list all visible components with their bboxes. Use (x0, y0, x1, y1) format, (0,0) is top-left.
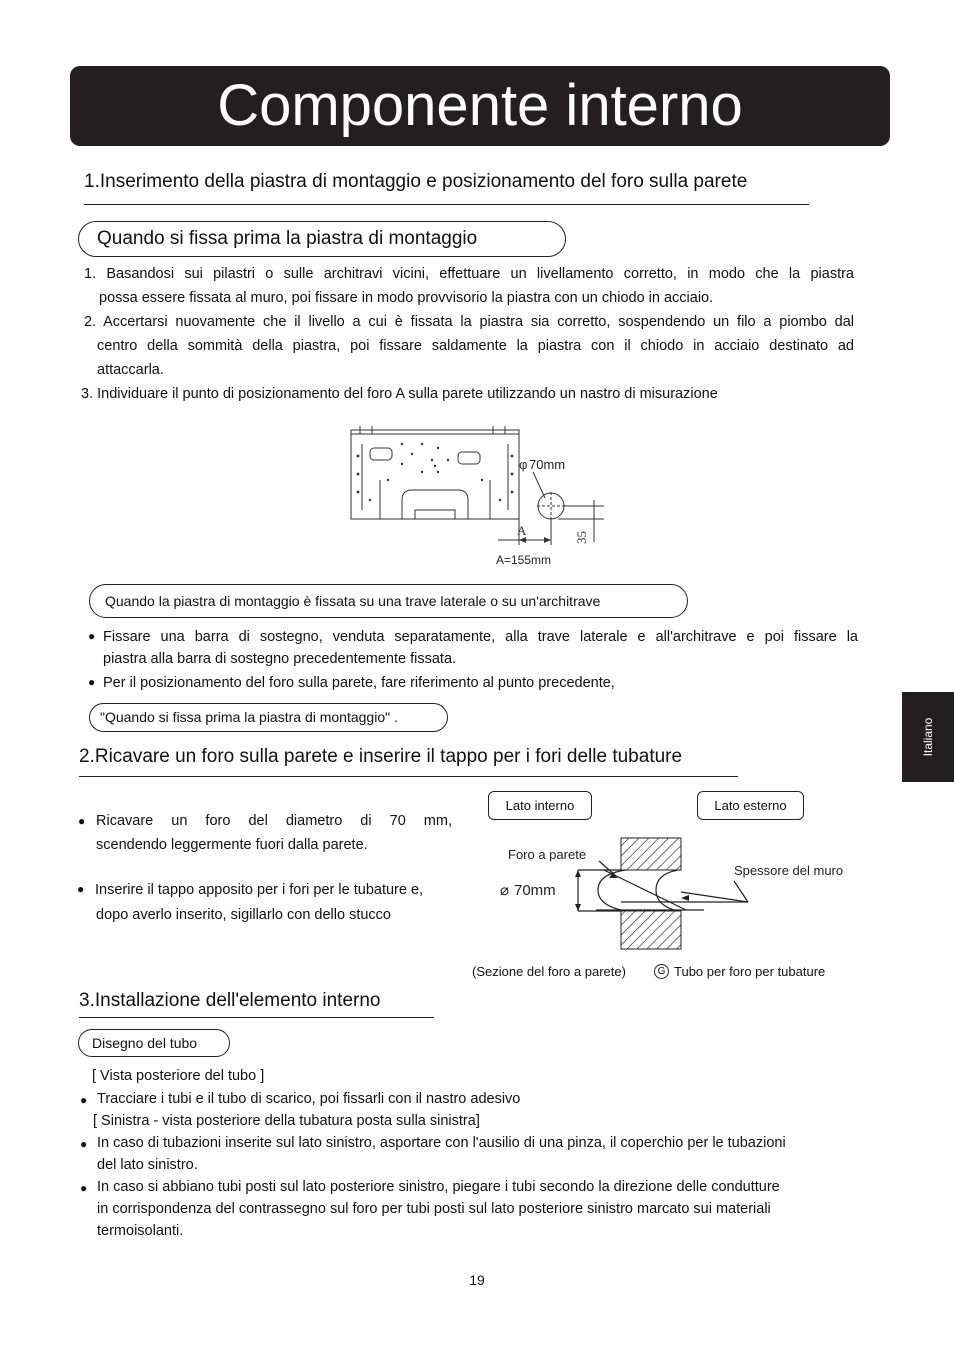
s3-bullet2-line1: In caso di tubazioni inserite sul lato sinistro, asportare con l'ausilio di una pinza, il coperchio per le tubazioni (97, 1135, 786, 1151)
s2-bullet2-line2: dopo averlo inserito, sigillarlo con dello stucco (96, 907, 391, 923)
wall-section-caption: (Sezione del foro a parete) (472, 964, 626, 979)
s3-bullet3-line2: in corrispondenza del contrassegno sul foro per tubi posti sul lato posteriore sinistro marcato sui materiali (97, 1201, 771, 1217)
s3-bullet1: Tracciare i tubi e il tubo di scarico, poi fissarli con il nastro adesivo (97, 1091, 521, 1107)
pipe-hole-caption: Tubo per foro per tubature (674, 964, 826, 979)
section2-rule (79, 776, 738, 777)
language-tab (902, 692, 954, 782)
bullet-dot: ● (88, 629, 96, 643)
s1-item2-line3: attaccarla. (97, 362, 164, 378)
s3-subtitle1: [ Vista posteriore del tubo ] (92, 1068, 265, 1084)
plate-a-label: A (517, 523, 527, 538)
wall-hole-diagram (496, 832, 844, 956)
plate-35-label: 35 (574, 531, 589, 544)
label-outside: Lato esterno (697, 791, 804, 820)
s3-bullet3-line3: termoisolanti. (97, 1223, 184, 1239)
s1-item3: 3. Individuare il punto di posizionamento del foro A sulla parete utilizzando un nastro di misurazione (81, 386, 718, 402)
s1-bullet1-line2: piastra alla barra di sostegno precedentemente fissata. (103, 651, 457, 667)
plate-a-value: A=155mm (496, 553, 552, 567)
bullet-dot: ● (80, 1137, 88, 1151)
pill-lateral-beam: Quando la piastra di montaggio è fissata su una trave laterale o su un'architrave (89, 584, 688, 618)
pill-mounting-first: Quando si fissa prima la piastra di montaggio (78, 221, 566, 257)
page-title: Componente interno (70, 66, 890, 146)
wall-thickness-label: Spessore del muro (734, 863, 844, 878)
pill-reference: "Quando si fissa prima la piastra di montaggio" . (89, 703, 448, 732)
s2-bullet1-line1: Ricavare un foro del diametro di 70 mm, (96, 813, 452, 829)
wall-hole-label: Foro a parete (508, 847, 587, 862)
bullet-dot: ● (88, 675, 96, 689)
s2-bullet2-line1: Inserire il tappo apposito per i fori per le tubature e, (95, 882, 424, 898)
s3-bullet2-line2: del lato sinistro. (97, 1157, 198, 1173)
page-number: 19 (469, 1272, 485, 1288)
svg-text:⌀: ⌀ (500, 882, 510, 899)
section1-rule (84, 204, 809, 205)
mounting-plate-diagram (340, 420, 620, 575)
wall-diameter-label: 70mm (514, 882, 556, 899)
language-tab-label: Italiano (921, 717, 935, 757)
s1-item2-line2: centro della sommità della piastra, poi fissare saldamente la piastra con il chiodo in acciaio destinato ad (97, 338, 854, 354)
section1-heading: 1.Inserimento della piastra di montaggio e posizionamento del foro sulla parete (84, 171, 748, 192)
bullet-dot: ● (77, 882, 85, 896)
s3-subtitle2: [ Sinistra - vista posteriore della tubatura posta sulla sinistra] (93, 1113, 480, 1129)
s1-item1-line2: possa essere fissata al muro, poi fissare in modo provvisorio la piastra con un chiodo in acciaio. (99, 290, 714, 306)
section3-heading: 3.Installazione dell'elemento interno (79, 990, 381, 1011)
plate-diameter-label: 70mm (529, 457, 566, 472)
s1-item2-line1: 2. Accertarsi nuovamente che il livello a cui è fissata la piastra sia corretto, sospendendo un filo a piombo dal (84, 314, 854, 330)
bullet-dot: ● (80, 1093, 88, 1107)
section2-heading: 2.Ricavare un foro sulla parete e inserire il tappo per i fori delle tubature (79, 746, 683, 767)
s1-item1-line1: 1. Basandosi sui pilastri o sulle architravi vicini, effettuare un livellamento corretto, in modo che la piastra (84, 266, 854, 282)
g-mark-icon: G (654, 964, 669, 979)
s1-bullet1-line1: Fissare una barra di sostegno, venduta separatamente, alla trave laterale e all'architrave e poi fissare la (103, 629, 858, 645)
svg-text:φ: φ (519, 457, 528, 472)
bullet-dot: ● (78, 814, 86, 828)
pill-pipe-design: Disegno del tubo (78, 1029, 230, 1057)
s3-bullet3-line1: In caso si abbiano tubi posti sul lato posteriore sinistro, piegare i tubi secondo la direzione delle condutture (97, 1179, 780, 1195)
section3-rule (79, 1017, 434, 1018)
s2-bullet1-line2: scendendo leggermente fuori dalla parete. (96, 837, 368, 853)
s1-bullet2: Per il posizionamento del foro sulla parete, fare riferimento al punto precedente, (103, 675, 615, 691)
label-inside: Lato interno (488, 791, 592, 820)
bullet-dot: ● (80, 1181, 88, 1195)
